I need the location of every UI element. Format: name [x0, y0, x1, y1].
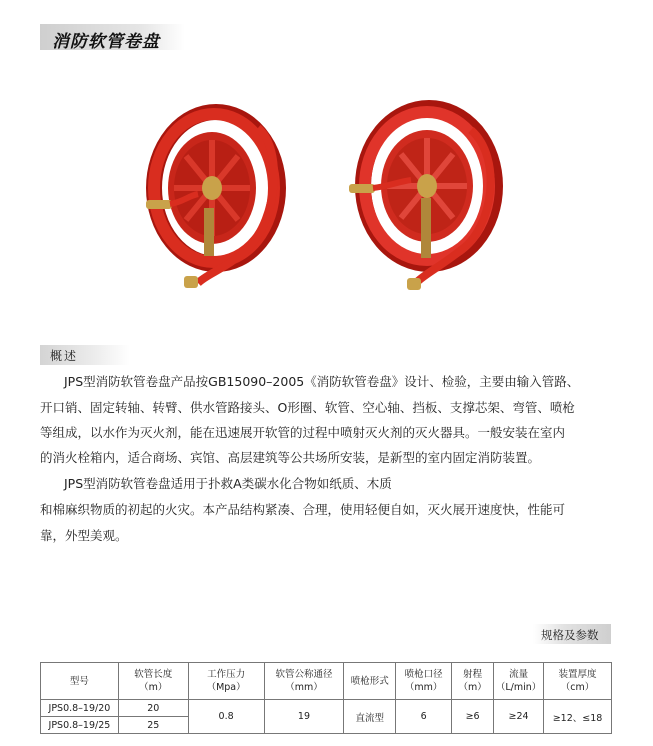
overview-line-3: 等组成，以水作为灭火剂，能在迅速展开软管的过程中喷射灭火剂的灭火器具。一般安装在室内	[40, 425, 566, 440]
table-row	[41, 700, 612, 717]
header-range: 射程 （m）	[452, 663, 494, 700]
title-banner	[40, 24, 185, 50]
cell-nozzle-type: 直流型	[344, 700, 396, 734]
overview-line-2: 开口销、固定转轴、转臂、供水管路接头、O形圈、软管、空心轴、挡板、支撑芯架、弯管、喷枪	[40, 400, 575, 415]
header-thickness: 装置厚度 （cm）	[544, 663, 612, 700]
header-nozzle-caliber: 喷枪口径 （mm）	[396, 663, 452, 700]
usage-line-1: JPS型消防软管卷盘适用于扑救A类碳水化合物如纸质、木质	[64, 476, 392, 491]
section-label-overview: 概述	[40, 345, 130, 365]
cell-model: JPS0.8–19/20	[41, 700, 119, 717]
cell-nozzle-caliber: 6	[396, 700, 452, 734]
hose-reel-image-left	[128, 98, 288, 298]
overview-line-4: 的消火栓箱内，适合商场、宾馆、高层建筑等公共场所安装，是新型的室内固定消防装置。	[40, 450, 541, 465]
inlet-coupling-left	[184, 276, 198, 288]
header-nozzle-type: 喷枪形式	[344, 663, 396, 700]
header-flow: 流量 （L/min）	[494, 663, 544, 700]
cell-flow: ≥24	[494, 700, 544, 734]
usage-line-2: 和棉麻织物质的初起的火灾。本产品结构紧凑、合理，使用轻便自如，灭火展开速度快，性能可	[40, 502, 566, 517]
cell-thickness: ≥12、≤18	[544, 700, 612, 734]
hose-reel-image-right	[345, 98, 505, 298]
overview-line-1: JPS型消防软管卷盘产品按GB15090–2005《消防软管卷盘》设计、检验，主要由输入管路、	[64, 374, 580, 389]
inlet-coupling-right	[407, 278, 421, 290]
header-hose-length: 软管长度 （m）	[118, 663, 188, 700]
nozzle-right	[349, 184, 375, 193]
header-hose-diameter: 软管公称通径 （mm）	[264, 663, 344, 700]
spec-table	[40, 662, 612, 734]
brass-bracket-right	[421, 198, 431, 258]
usage-line-3: 靠，外型美观。	[40, 528, 128, 543]
spec-header-row	[41, 663, 612, 700]
nozzle-left	[146, 200, 172, 209]
cell-model: JPS0.8–19/25	[41, 717, 119, 734]
page-title: 消防软管卷盘	[52, 32, 160, 52]
cell-length: 25	[118, 717, 188, 734]
brass-bracket-left	[204, 208, 214, 256]
cell-pressure: 0.8	[188, 700, 264, 734]
header-working-pressure: 工作压力 （Mpa）	[188, 663, 264, 700]
cell-range: ≥6	[452, 700, 494, 734]
header-model: 型号	[41, 663, 119, 700]
cell-length: 20	[118, 700, 188, 717]
spec-label: 规格及参数	[533, 624, 611, 644]
cell-diameter: 19	[264, 700, 344, 734]
